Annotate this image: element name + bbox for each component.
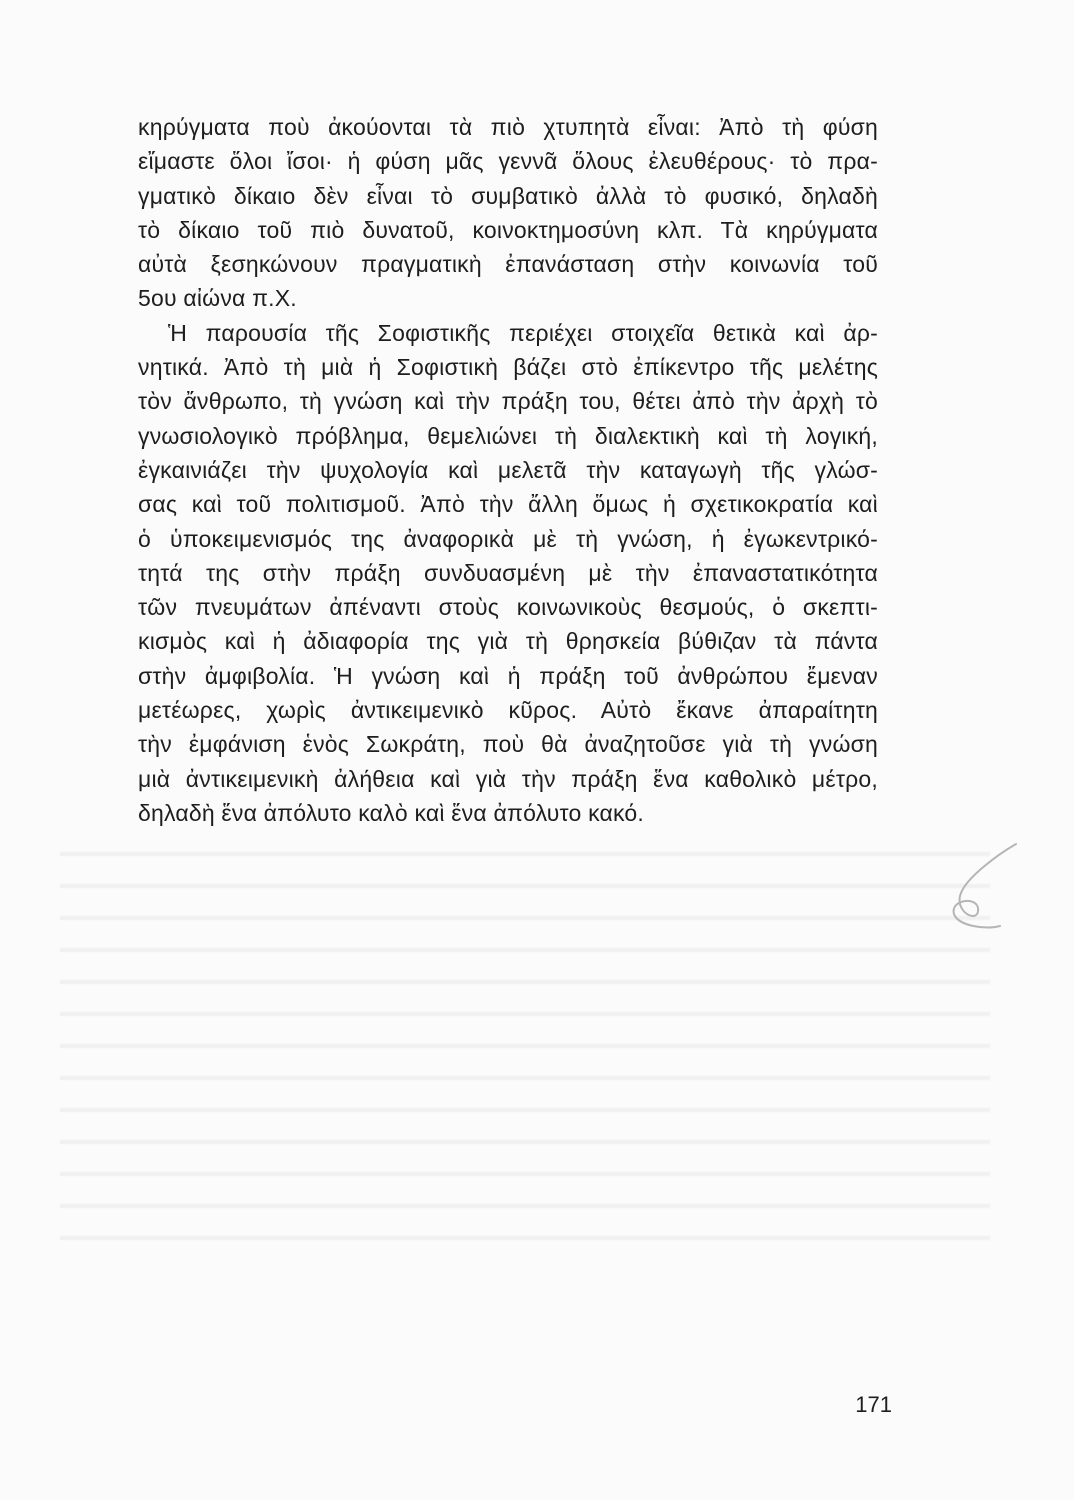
text-line: γματικὸ δίκαιο δὲν εἶναι τὸ συμβατικὸ ἀλλὰ τὸ φυσικό, δηλαδὴ [138,182,878,209]
text-line: τὴν ἐμφάνιση ἑνὸς Σωκράτη, ποὺ θὰ ἀναζητοῦσε γιὰ τὴ γνώση [138,731,878,758]
pencil-mark-icon [920,830,1040,940]
text-line: τῶν πνευμάτων ἀπέναντι στοὺς κοινωνικοὺς θεσμούς, ὁ σκεπτι- [138,594,878,621]
text-line: κηρύγματα ποὺ ἀκούονται τὰ πιὸ χτυπητὰ εἶναι: Ἀπὸ τὴ φύση [138,114,878,140]
text-line: γνωσιολογικὸ πρόβλημα, θεμελιώνει τὴ διαλεκτικὴ καὶ τὴ λογική, [138,422,878,449]
text-line: κισμὸς καὶ ἡ ἀδιαφορία της γιὰ τὴ θρησκεία βύθιζαν τὰ πάντα [138,628,878,655]
show-through-text-from-reverse [60,838,990,1268]
text-line: δηλαδὴ ἕνα ἀπόλυτο καλὸ καὶ ἕνα ἀπόλυτο κακό. [138,799,645,826]
text-line: Ἡ παρουσία τῆς Σοφιστικῆς περιέχει στοιχεῖα θετικὰ καὶ ἀρ- [168,319,878,346]
text-line: νητικά. Ἀπὸ τὴ μιὰ ἡ Σοφιστικὴ βάζει στὸ ἐπίκεντρο τῆς μελέτης [138,354,878,381]
text-line: τητά της στὴν πράξη συνδυασμένη μὲ τὴν ἐπαναστατικότητα [138,559,878,586]
text-line: τὸν ἄνθρωπο, τὴ γνώση καὶ τὴν πράξη του, θέτει ἀπὸ τὴν ἀρχὴ τὸ [138,388,878,415]
text-line: μετέωρες, χωρὶς ἀντικειμενικὸ κῦρος. Αὐτὸ ἔκανε ἀπαραίτητη [138,697,878,724]
page-number: 171 [855,1392,892,1417]
text-line: σας καὶ τοῦ πολιτισμοῦ. Ἀπὸ τὴν ἄλλη ὅμως ἡ σχετικοκρατία καὶ [138,491,878,518]
text-line: ἐγκαινιάζει τὴν ψυχολογία καὶ μελετᾶ τὴν καταγωγὴ τῆς γλώσ- [138,456,878,483]
text-line: εἴμαστε ὅλοι ἴσοι· ἡ φύση μᾶς γεννᾶ ὅλους ἐλευθέρους· τὸ πρα- [138,148,878,175]
body-text [138,110,878,830]
text-line: αὐτὰ ξεσηκώνουν πραγματικὴ ἐπανάσταση στὴν κοινωνία τοῦ [138,251,878,278]
text-line: μιὰ ἀντικειμενικὴ ἀλήθεια καὶ γιὰ τὴν πράξη ἕνα καθολικὸ μέτρο, [138,765,878,792]
text-line: ὁ ὑποκειμενισμός της ἀναφορικὰ μὲ τὴ γνώση, ἡ ἐγωκεντρικό- [138,525,878,552]
text-line: στὴν ἀμφιβολία. Ἡ γνώση καὶ ἡ πράξη τοῦ ἀνθρώπου ἔμεναν [138,662,878,689]
text-line: τὸ δίκαιο τοῦ πιὸ δυνατοῦ, κοινοκτημοσύνη κλπ. Τὰ κηρύγματα [138,216,878,243]
text-line: 5ου αἰώνα π.Χ. [138,285,297,312]
